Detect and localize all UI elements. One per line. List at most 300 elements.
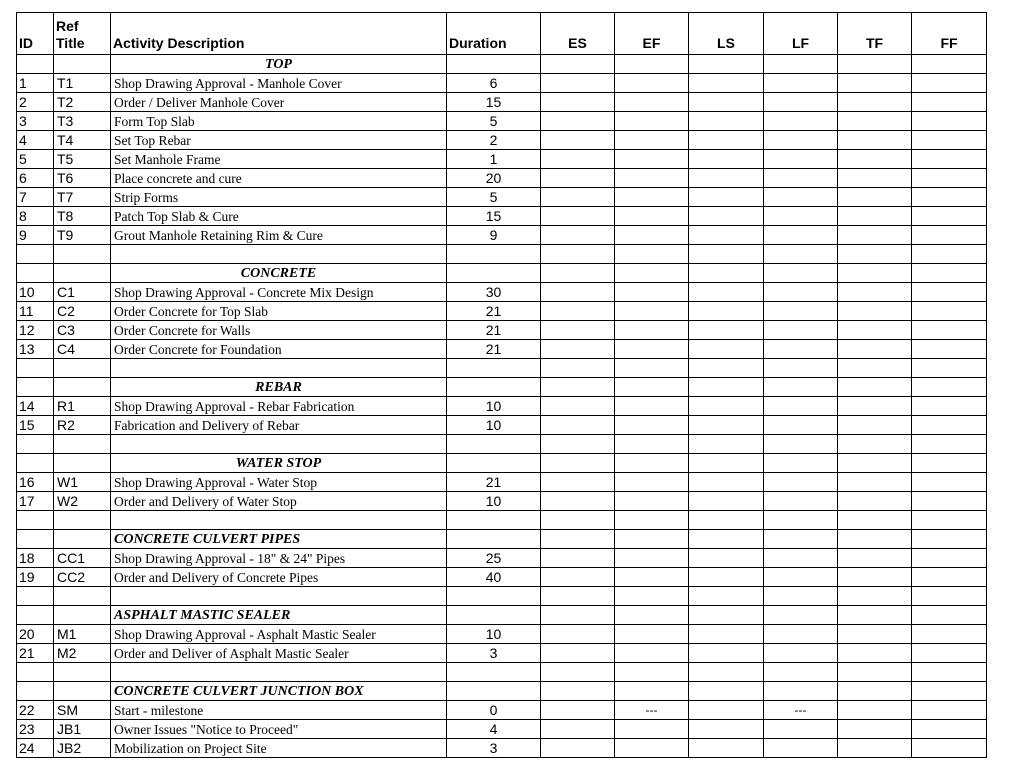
- cell-duration: 10: [447, 397, 541, 416]
- cell-ef: [615, 150, 689, 169]
- cell-id: [17, 530, 54, 549]
- cell-empty: [447, 359, 541, 378]
- cell-ref-title: R2: [54, 416, 111, 435]
- table-row: [17, 302, 987, 321]
- cell-empty: [689, 663, 764, 682]
- cell-ref-title: T7: [54, 188, 111, 207]
- cell-empty: [54, 359, 111, 378]
- cell-empty: [689, 378, 764, 397]
- cell-ef: [615, 492, 689, 511]
- cell-ref-title: W1: [54, 473, 111, 492]
- section-title: CONCRETE CULVERT JUNCTION BOX: [111, 682, 447, 701]
- cell-tf: [838, 568, 912, 587]
- cell-description: Fabrication and Delivery of Rebar: [111, 416, 447, 435]
- cell-id: [17, 682, 54, 701]
- cell-empty: [17, 359, 54, 378]
- cell-ls: [689, 492, 764, 511]
- cell-empty: [764, 435, 838, 454]
- cell-empty: [615, 359, 689, 378]
- cell-es: [541, 720, 615, 739]
- cell-id: 17: [17, 492, 54, 511]
- cell-empty: [54, 587, 111, 606]
- cell-lf: [764, 321, 838, 340]
- cell-empty: [912, 264, 987, 283]
- cell-es: [541, 397, 615, 416]
- cell-id: 6: [17, 169, 54, 188]
- cell-tf: [838, 150, 912, 169]
- cell-ef: [615, 131, 689, 150]
- table-body: [17, 55, 987, 758]
- cell-empty: [912, 606, 987, 625]
- cell-lf: [764, 549, 838, 568]
- cell-ff: [912, 302, 987, 321]
- cell-empty: [541, 530, 615, 549]
- blank-row: [17, 511, 987, 530]
- cell-ls: [689, 321, 764, 340]
- cell-empty: [838, 359, 912, 378]
- section-row: [17, 55, 987, 74]
- cell-es: [541, 131, 615, 150]
- cell-empty: [17, 245, 54, 264]
- cell-ef: [615, 112, 689, 131]
- cell-ef: [615, 739, 689, 758]
- cell-ls: [689, 226, 764, 245]
- cell-duration: 4: [447, 720, 541, 739]
- cell-ff: [912, 340, 987, 359]
- cell-empty: [838, 587, 912, 606]
- cell-ls: [689, 701, 764, 720]
- cell-duration: 6: [447, 74, 541, 93]
- cell-tf: [838, 549, 912, 568]
- cell-duration: 21: [447, 473, 541, 492]
- cell-es: [541, 473, 615, 492]
- col-header-ff: FF: [912, 13, 987, 55]
- section-title: REBAR: [111, 378, 447, 397]
- cell-id: 3: [17, 112, 54, 131]
- cell-ref-title: [54, 682, 111, 701]
- cell-lf: [764, 226, 838, 245]
- cell-ff: [912, 701, 987, 720]
- cell-description: Order Concrete for Foundation: [111, 340, 447, 359]
- cell-id: 20: [17, 625, 54, 644]
- cell-ref-title: CC2: [54, 568, 111, 587]
- cell-id: 19: [17, 568, 54, 587]
- cell-ref-title: T5: [54, 150, 111, 169]
- cell-empty: [54, 663, 111, 682]
- cell-empty: [912, 435, 987, 454]
- cell-tf: [838, 169, 912, 188]
- cell-description: Owner Issues "Notice to Proceed": [111, 720, 447, 739]
- cell-duration: 1: [447, 150, 541, 169]
- cell-ls: [689, 131, 764, 150]
- cell-empty: [764, 511, 838, 530]
- cell-empty: [764, 530, 838, 549]
- cell-id: 13: [17, 340, 54, 359]
- cell-tf: [838, 93, 912, 112]
- cell-tf: [838, 340, 912, 359]
- cell-empty: [17, 435, 54, 454]
- section-row: [17, 264, 987, 283]
- cell-ef: [615, 720, 689, 739]
- cell-lf: [764, 625, 838, 644]
- cell-ref-title: [54, 530, 111, 549]
- cell-tf: [838, 492, 912, 511]
- cell-duration: 15: [447, 93, 541, 112]
- cell-empty: [111, 587, 447, 606]
- cell-ls: [689, 568, 764, 587]
- cell-lf: [764, 397, 838, 416]
- cell-tf: [838, 131, 912, 150]
- cell-empty: [447, 663, 541, 682]
- cell-ff: [912, 720, 987, 739]
- cell-ef: [615, 321, 689, 340]
- cell-empty: [615, 530, 689, 549]
- cell-empty: [17, 511, 54, 530]
- cell-lf: [764, 188, 838, 207]
- table-row: [17, 644, 987, 663]
- cell-empty: [764, 663, 838, 682]
- cell-ls: [689, 549, 764, 568]
- cell-ls: [689, 473, 764, 492]
- cell-description: Shop Drawing Approval - Manhole Cover: [111, 74, 447, 93]
- cell-ff: [912, 473, 987, 492]
- cell-empty: [615, 55, 689, 74]
- cell-tf: [838, 188, 912, 207]
- cell-empty: [838, 606, 912, 625]
- cell-empty: [541, 663, 615, 682]
- cell-tf: [838, 112, 912, 131]
- cell-id: 24: [17, 739, 54, 758]
- cell-empty: [447, 511, 541, 530]
- cell-empty: [615, 264, 689, 283]
- cell-empty: [764, 682, 838, 701]
- cell-ff: [912, 397, 987, 416]
- table-row: [17, 701, 987, 720]
- cell-empty: [912, 378, 987, 397]
- cell-ff: [912, 321, 987, 340]
- cell-description: Form Top Slab: [111, 112, 447, 131]
- cell-empty: [912, 454, 987, 473]
- blank-row: [17, 663, 987, 682]
- cell-empty: [689, 587, 764, 606]
- cell-description: Order Concrete for Walls: [111, 321, 447, 340]
- table-row: [17, 93, 987, 112]
- cell-ls: [689, 93, 764, 112]
- cell-id: 4: [17, 131, 54, 150]
- col-header-description: Activity Description: [111, 13, 447, 55]
- cell-empty: [689, 530, 764, 549]
- cell-empty: [541, 55, 615, 74]
- col-header-ls: LS: [689, 13, 764, 55]
- cell-es: [541, 302, 615, 321]
- cell-ref-title: M2: [54, 644, 111, 663]
- cell-empty: [838, 454, 912, 473]
- cell-duration: 21: [447, 302, 541, 321]
- cell-empty: [764, 454, 838, 473]
- cell-es: [541, 549, 615, 568]
- cell-ls: [689, 739, 764, 758]
- cell-ef: [615, 549, 689, 568]
- cell-description: Order / Deliver Manhole Cover: [111, 93, 447, 112]
- cell-empty: [17, 587, 54, 606]
- cell-tf: [838, 416, 912, 435]
- cell-empty: [838, 682, 912, 701]
- cell-description: Grout Manhole Retaining Rim & Cure: [111, 226, 447, 245]
- cell-ff: [912, 739, 987, 758]
- cell-ls: [689, 302, 764, 321]
- cell-empty: [541, 606, 615, 625]
- cell-empty: [615, 663, 689, 682]
- cell-ls: [689, 112, 764, 131]
- cell-empty: [615, 378, 689, 397]
- cell-empty: [615, 245, 689, 264]
- cell-ef: [615, 302, 689, 321]
- cell-empty: [764, 378, 838, 397]
- cell-ef: [615, 416, 689, 435]
- cell-empty: [447, 606, 541, 625]
- cell-empty: [912, 245, 987, 264]
- cell-ff: [912, 93, 987, 112]
- cell-empty: [838, 55, 912, 74]
- cell-id: 23: [17, 720, 54, 739]
- cell-empty: [838, 264, 912, 283]
- cell-empty: [689, 511, 764, 530]
- cell-es: [541, 739, 615, 758]
- cell-tf: [838, 473, 912, 492]
- cell-empty: [111, 359, 447, 378]
- cell-description: Shop Drawing Approval - Rebar Fabrication: [111, 397, 447, 416]
- cell-ref-title: T8: [54, 207, 111, 226]
- cell-es: [541, 492, 615, 511]
- cell-empty: [541, 682, 615, 701]
- cell-es: [541, 340, 615, 359]
- table-row: [17, 416, 987, 435]
- cell-lf: [764, 644, 838, 663]
- cell-ref-title: [54, 55, 111, 74]
- cell-empty: [615, 682, 689, 701]
- cell-ff: [912, 150, 987, 169]
- cell-tf: [838, 226, 912, 245]
- table-row: [17, 131, 987, 150]
- cell-id: [17, 606, 54, 625]
- cell-ref-title: W2: [54, 492, 111, 511]
- cell-duration: 21: [447, 340, 541, 359]
- cell-empty: [764, 264, 838, 283]
- cell-duration: 40: [447, 568, 541, 587]
- cell-empty: [764, 245, 838, 264]
- cell-tf: [838, 644, 912, 663]
- cell-tf: [838, 701, 912, 720]
- cell-duration: 5: [447, 188, 541, 207]
- schedule-table: [16, 12, 987, 758]
- cell-description: Order and Delivery of Concrete Pipes: [111, 568, 447, 587]
- blank-row: [17, 359, 987, 378]
- cell-description: Shop Drawing Approval - Asphalt Mastic Sealer: [111, 625, 447, 644]
- cell-id: 18: [17, 549, 54, 568]
- cell-ef: [615, 473, 689, 492]
- cell-empty: [447, 682, 541, 701]
- cell-ls: [689, 397, 764, 416]
- cell-ls: [689, 720, 764, 739]
- cell-ff: [912, 131, 987, 150]
- cell-ff: [912, 549, 987, 568]
- table-row: [17, 169, 987, 188]
- cell-id: 10: [17, 283, 54, 302]
- section-row: [17, 682, 987, 701]
- cell-es: [541, 625, 615, 644]
- cell-empty: [541, 378, 615, 397]
- cell-es: [541, 568, 615, 587]
- cell-empty: [615, 454, 689, 473]
- cell-lf: [764, 93, 838, 112]
- table-row: [17, 720, 987, 739]
- cell-empty: [54, 435, 111, 454]
- cell-tf: [838, 739, 912, 758]
- cell-lf: [764, 207, 838, 226]
- cell-empty: [689, 359, 764, 378]
- cell-empty: [689, 606, 764, 625]
- cell-lf: [764, 720, 838, 739]
- cell-empty: [54, 511, 111, 530]
- cell-description: Shop Drawing Approval - Concrete Mix Design: [111, 283, 447, 302]
- cell-ef: [615, 283, 689, 302]
- cell-ref-title: [54, 606, 111, 625]
- cell-id: 16: [17, 473, 54, 492]
- cell-ls: [689, 340, 764, 359]
- cell-ff: [912, 74, 987, 93]
- section-row: [17, 454, 987, 473]
- cell-id: 12: [17, 321, 54, 340]
- col-header-duration: Duration: [447, 13, 541, 55]
- cell-ef: [615, 340, 689, 359]
- table-row: [17, 397, 987, 416]
- blank-row: [17, 435, 987, 454]
- cell-empty: [764, 587, 838, 606]
- cell-description: Set Top Rebar: [111, 131, 447, 150]
- cell-ref-title: [54, 378, 111, 397]
- table-row: [17, 188, 987, 207]
- cell-empty: [541, 587, 615, 606]
- cell-empty: [689, 454, 764, 473]
- cell-es: [541, 416, 615, 435]
- cell-empty: [447, 55, 541, 74]
- cell-description: Shop Drawing Approval - 18" & 24" Pipes: [111, 549, 447, 568]
- cell-empty: [111, 663, 447, 682]
- cell-tf: [838, 720, 912, 739]
- cell-ef: [615, 188, 689, 207]
- cell-ls: [689, 644, 764, 663]
- cell-ref-title: T6: [54, 169, 111, 188]
- cell-ref-title: M1: [54, 625, 111, 644]
- cell-ef: [615, 568, 689, 587]
- cell-id: 21: [17, 644, 54, 663]
- cell-empty: [615, 587, 689, 606]
- cell-tf: [838, 207, 912, 226]
- cell-es: [541, 207, 615, 226]
- cell-empty: [912, 587, 987, 606]
- cell-ref-title: T4: [54, 131, 111, 150]
- col-header-es: ES: [541, 13, 615, 55]
- cell-description: Start - milestone: [111, 701, 447, 720]
- cell-ref-title: T1: [54, 74, 111, 93]
- cell-duration: 3: [447, 644, 541, 663]
- cell-ef: [615, 93, 689, 112]
- cell-ref-title: C4: [54, 340, 111, 359]
- cell-ef: [615, 625, 689, 644]
- cell-duration: 5: [447, 112, 541, 131]
- cell-empty: [912, 55, 987, 74]
- cell-ff: [912, 226, 987, 245]
- cell-ff: [912, 416, 987, 435]
- cell-duration: 10: [447, 492, 541, 511]
- cell-lf: ---: [764, 701, 838, 720]
- cell-lf: [764, 283, 838, 302]
- cell-es: [541, 321, 615, 340]
- cell-duration: 30: [447, 283, 541, 302]
- table-row: [17, 568, 987, 587]
- cell-ff: [912, 188, 987, 207]
- blank-row: [17, 587, 987, 606]
- cell-description: Strip Forms: [111, 188, 447, 207]
- cell-empty: [447, 454, 541, 473]
- cell-empty: [541, 264, 615, 283]
- cell-empty: [838, 663, 912, 682]
- section-row: [17, 378, 987, 397]
- section-row: [17, 530, 987, 549]
- section-title: WATER STOP: [111, 454, 447, 473]
- cell-es: [541, 283, 615, 302]
- cell-id: 1: [17, 74, 54, 93]
- cell-ff: [912, 207, 987, 226]
- cell-ff: [912, 283, 987, 302]
- cell-empty: [838, 378, 912, 397]
- cell-description: Set Manhole Frame: [111, 150, 447, 169]
- cell-empty: [17, 663, 54, 682]
- cell-lf: [764, 416, 838, 435]
- cell-id: [17, 55, 54, 74]
- cell-description: Order Concrete for Top Slab: [111, 302, 447, 321]
- cell-description: Place concrete and cure: [111, 169, 447, 188]
- cell-ef: ---: [615, 701, 689, 720]
- section-title: CONCRETE CULVERT PIPES: [111, 530, 447, 549]
- cell-duration: 2: [447, 131, 541, 150]
- col-header-ref-line2: Title: [56, 35, 85, 51]
- cell-empty: [447, 264, 541, 283]
- cell-duration: 0: [447, 701, 541, 720]
- table-row: [17, 150, 987, 169]
- cell-ref-title: T9: [54, 226, 111, 245]
- cell-ref-title: JB2: [54, 739, 111, 758]
- cell-empty: [541, 454, 615, 473]
- section-title: CONCRETE: [111, 264, 447, 283]
- cell-ref-title: T3: [54, 112, 111, 131]
- cell-empty: [541, 359, 615, 378]
- cell-ls: [689, 74, 764, 93]
- cell-ef: [615, 397, 689, 416]
- col-header-ref-title: [54, 13, 111, 55]
- cell-lf: [764, 340, 838, 359]
- cell-empty: [615, 511, 689, 530]
- col-header-id: ID: [17, 13, 54, 55]
- cell-tf: [838, 283, 912, 302]
- cell-tf: [838, 625, 912, 644]
- cell-empty: [54, 245, 111, 264]
- cell-id: 11: [17, 302, 54, 321]
- table-row: [17, 625, 987, 644]
- cell-empty: [447, 587, 541, 606]
- cell-empty: [689, 264, 764, 283]
- cell-ref-title: C1: [54, 283, 111, 302]
